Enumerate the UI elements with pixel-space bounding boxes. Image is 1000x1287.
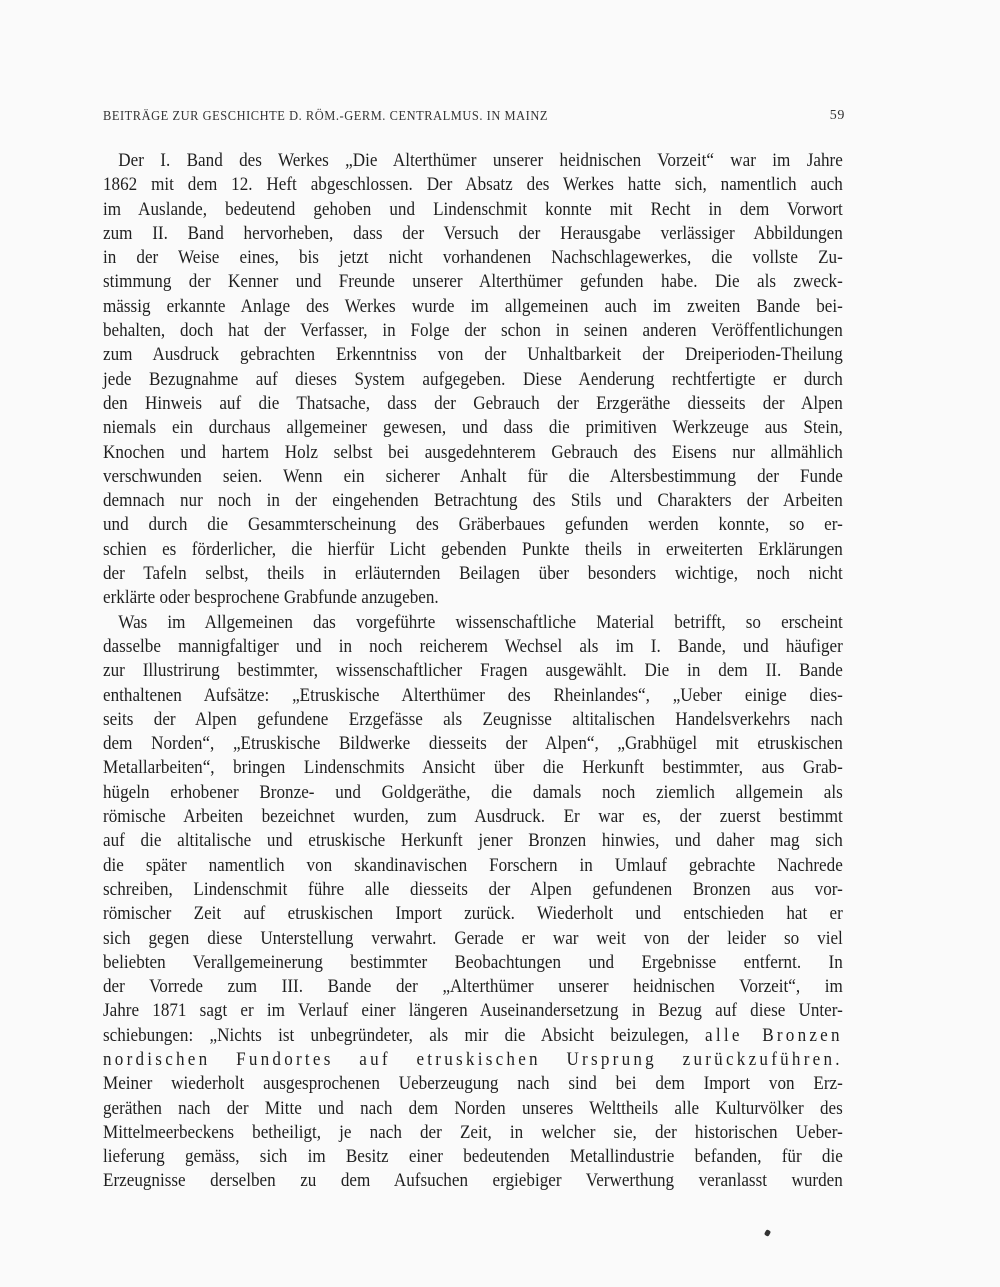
text-line: der Vorrede zum III. Bande der „Alterthümer unserer heidnischen Vorzeit“, im (103, 976, 843, 998)
text-line: sich gegen diese Unterstellung verwahrt. Gerade er war weit von der leider so viel (103, 927, 843, 949)
paragraph-2-lines (103, 611, 843, 1024)
text-line: Der I. Band des Werkes „Die Alterthümer unserer heidnischen Vorzeit“ war im Jahre (118, 150, 843, 171)
text-line: zur Illustrirung bestimmter, wissenschaftlicher Fragen ausgewählt. Die in dem II. Bande (103, 660, 843, 682)
text-line: seits der Alpen gefundene Erzgefässe als Zeugnisse altitalischen Handelsverkehrs nach (103, 708, 843, 730)
text-line: in der Weise eines, bis jetzt nicht vorhandenen Nachschlagewerkes, die vollste Zu- (103, 247, 843, 269)
paragraph-1 (103, 149, 843, 611)
page-number: 59 (829, 108, 845, 123)
text-line-quote-start (103, 1024, 843, 1048)
paragraph-2 (103, 611, 843, 1194)
body-text (103, 149, 843, 1194)
emphasized-text: alle Bronzen (705, 1024, 843, 1046)
text-line: Was im Allgemeinen das vorgeführte wissenschaftliche Material betrifft, so erscheint (118, 611, 843, 633)
text-line: verschwunden seien. Wenn ein sicherer Anhalt für die Altersbestimmung der Funde (103, 465, 843, 487)
text-line: mässig erkannte Anlage des Werkes wurde im allgemeinen auch im zweiten Bande bei- (103, 295, 843, 317)
text-line: Meiner wiederholt ausgesprochenen Ueberzeugung nach sind bei dem Import von Erz- (103, 1073, 843, 1095)
text-line: römische Arbeiten bezeichnet wurden, zum Ausdruck. Er war es, der zuerst bestimmt (103, 806, 843, 828)
text-line: dem Norden“, „Etruskische Bildwerke diesseits der Alpen“, „Grabhügel mit etruskischen (103, 733, 843, 755)
text-line: dasselbe mannigfaltiger und in noch reicherem Wechsel als im I. Bande, und häufiger (103, 635, 843, 657)
text-line: 1862 mit dem 12. Heft abgeschlossen. Der Absatz des Werkes hatte sich, namentlich auch (103, 174, 843, 196)
text-line: demnach nur noch in der eingehenden Betrachtung des Stils und Charakters der Arbeiten (103, 490, 843, 512)
text-line: römischer Zeit auf etruskischen Import zurück. Wiederholt und entschieden hat er (103, 903, 843, 925)
text-line: Mittelmeerbeckens betheiligt, je nach der Zeit, in welcher sie, der historischen Ueber- (103, 1121, 843, 1143)
printer-mark (764, 1229, 771, 1237)
text-line: Jahre 1871 sagt er im Verlauf einer längeren Auseinandersetzung in Bezug auf diese Unter- (103, 1000, 843, 1022)
text-line: Erzeugnisse derselben zu dem Aufsuchen ergiebiger Verwerthung veranlasst wurden (103, 1170, 843, 1192)
text-line: hügeln erhobener Bronze- und Goldgeräthe, die damals noch ziemlich allgemein als (103, 781, 843, 803)
text-line-emphasized: nordischen Fundortes auf etruskischen Ursprung zurückzuführen. (103, 1048, 843, 1070)
text-line: behalten, doch hat der Verfasser, in Folge der schon in seinen anderen Veröffentlichungen (103, 320, 843, 342)
text-line: zum II. Band hervorheben, dass der Versuch der Herausgabe verlässiger Abbildungen (103, 222, 843, 244)
text-line: niemals ein durchaus allgemeiner gewesen, und dass die primitiven Werkzeuge aus Stein, (103, 417, 843, 439)
text-line: erklärte oder besprochene Grabfunde anzugeben. (103, 587, 439, 609)
text-line: auf die altitalische und etruskische Herkunft jener Bronzen hinwies, und daher mag sich (103, 830, 843, 852)
text-line: Metallarbeiten“, bringen Lindenschmits Ansicht über die Herkunft bestimmter, aus Grab- (103, 757, 843, 779)
text-line: beliebten Verallgemeinerung bestimmter Beobachtungen und Ergebnisse entfernt. In (103, 951, 843, 973)
text-line: lieferung gemäss, sich im Besitz einer bedeutenden Metallindustrie befanden, für die (103, 1146, 843, 1168)
text-line: und durch die Gesammterscheinung des Gräberbaues gefunden werden konnte, so er- (103, 514, 843, 536)
text-line: im Auslande, bedeutend gehoben und Lindenschmit konnte mit Recht in dem Vorwort (103, 198, 843, 220)
text-line: schreiben, Lindenschmit führe alle diesseits der Alpen gefundenen Bronzen aus vor- (103, 878, 843, 900)
paragraph-2-tail (103, 1072, 843, 1193)
text-line: geräthen nach der Mitte und nach dem Norden unseres Welttheils alle Kulturvölker des (103, 1097, 843, 1119)
text-line: der Tafeln selbst, theils in erläuternden Beilagen über besonders wichtige, noch nicht (103, 563, 843, 585)
quote-start-text: schiebungen: „Nichts ist unbegründeter, als mir die Absicht beizulegen, (103, 1024, 689, 1046)
text-line: jede Bezugnahme auf dieses System aufgegeben. Diese Aenderung rechtfertigte er durch (103, 368, 843, 390)
text-line: den Hinweis auf die Thatsache, dass der Gebrauch der Erzgeräthe diesseits der Alpen (103, 392, 843, 414)
running-title: BEITRÄGE ZUR GESCHICHTE D. RÖM.-GERM. CENTRALMUS. IN MAINZ (103, 108, 548, 123)
text-line: Knochen und hartem Holz selbst bei ausgedehnterem Gebrauch des Eisens nur allmählich (103, 441, 843, 463)
text-line: stimmung der Kenner und Freunde unserer Alterthümer gefunden habe. Die als zweck- (103, 271, 843, 293)
text-line: enthaltenen Aufsätze: „Etruskische Alterthümer des Rheinlandes“, „Ueber einige dies- (103, 684, 843, 706)
running-head (103, 108, 845, 124)
text-line: die später namentlich von skandinavischen Forschern in Umlauf gebrachte Nachrede (103, 854, 843, 876)
text-line: zum Ausdruck gebrachten Erkenntniss von der Unhaltbarkeit der Dreiperioden-Theilung (103, 344, 843, 366)
text-line: schien es förderlicher, die hierfür Licht gebenden Punkte theils in erweiterten Erklärungen (103, 538, 843, 560)
